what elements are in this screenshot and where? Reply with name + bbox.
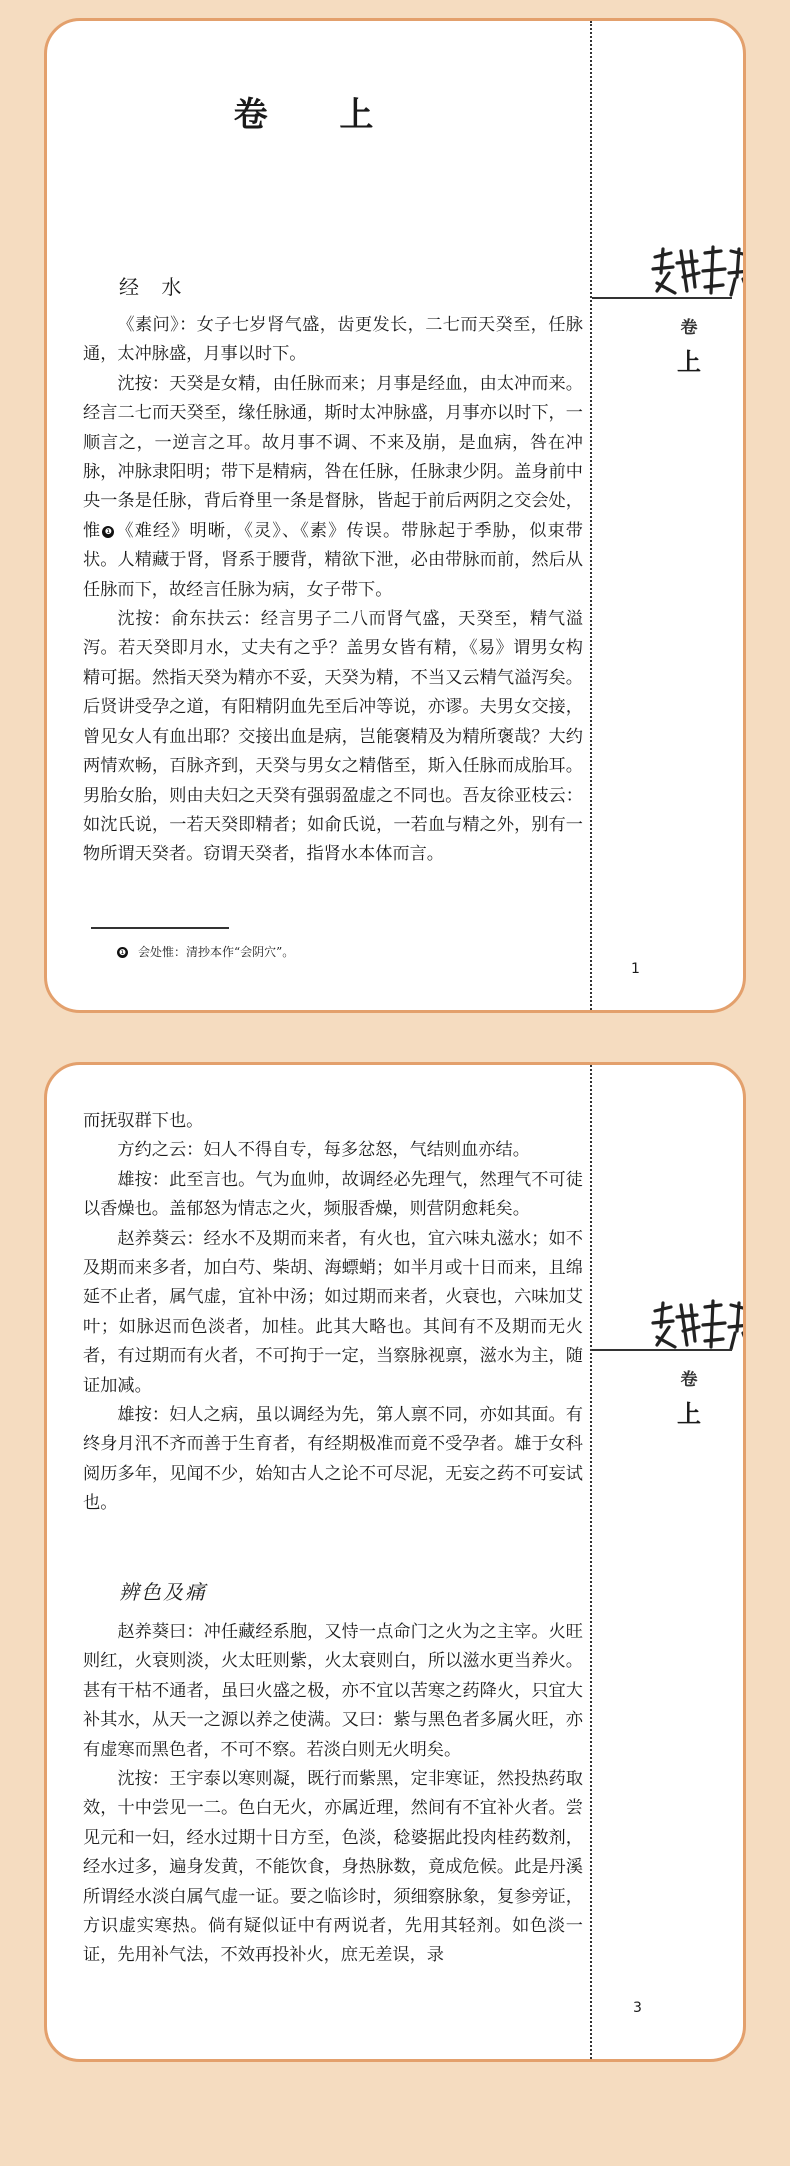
paragraph-text: 《难经》明晰，《灵》、《素》传误。带脉起于季胁，似束带状。人精藏于肾，肾系于腰背，精欲下泄，必由带脉而前，然后从任脉而下，故经言任脉为病，女子带下。 xyxy=(83,520,583,600)
section-title: 经 水 xyxy=(119,275,190,299)
footnote-mark: ❶ xyxy=(118,948,127,957)
paragraph: 《素问》：女子七岁肾气盛，齿更发长，二七而天癸至，任脉通，太冲脉盛，月事以时下。 xyxy=(83,315,583,365)
paragraph: 方约之云：妇人不得自专，每多忿怒，气结则血亦结。 xyxy=(117,1140,530,1161)
page1-body xyxy=(83,311,583,870)
side-rule xyxy=(592,1349,732,1351)
footnote-text: 会处惟：清抄本作“会阴穴”。 xyxy=(138,945,295,959)
side-volume-juan: 卷 xyxy=(680,1370,698,1390)
side-volume-label xyxy=(667,1363,711,1431)
footnote-rule xyxy=(91,927,229,929)
side-volume-part: 上 xyxy=(677,347,701,376)
side-volume-label xyxy=(667,311,711,379)
paragraph: 雄按：此至言也。气为血帅，故调经必先理气，然理气不可徒以香燥也。盖郁怒为情志之火，频服香燥，则营阴愈耗矣。 xyxy=(83,1169,583,1220)
paragraph: 赵养葵云：经水不及期而来者，有火也，宜六味丸滋水；如不及期而来多者，加白芍、柴胡、海螵蛸；如半月或十日而来，且绵延不止者，属气虚，宜补中汤；如过期而来者，火衰也，六味加艾叶；如脉迟而色淡者，加桂。此其大略也。其间有不及期而无火者，有过期而有火者，不可拘于一定，当察脉视禀，滋水为主，随证加减。 xyxy=(83,1228,583,1396)
footnote-marker[interactable]: ❶ xyxy=(102,526,114,538)
paragraph: 沈按：俞东扶云：经言男子二八而肾气盛，天癸至，精气溢泻。若天癸即月水，丈夫有之乎？盖男女皆有精，《易》谓男女构精可据。然指天癸为精亦不妥，天癸为精，不当又云精气溢泻矣。后贤讲受孕之道，有阳精阴血先至后冲等说，亦谬。夫男女交接，曾见女人有血出耶？交接出血是病，岂能褒精及为精所褒哉？大约两情欢畅，百脉齐到，天癸与男女之精偕至，斯入任脉而成胎耳。男胎女胎，则由夫妇之天癸有强弱盈虚之不同也。吾友徐亚枝云：如沈氏说，一若天癸即精者；如俞氏说，一若血与精之外，别有一物所谓天癸者。窃谓天癸者，指肾水本体而言。 xyxy=(83,609,583,865)
paragraph: 赵养葵曰：冲任藏经系胞，又恃一点命门之火为之主宰。火旺则红，火衰则淡，火太旺则紫，火太衰则白，所以滋水更当养火。甚有干枯不通者，虽曰火盛之极，亦不宜以苦寒之药降火，只宜大补其水，从天一之源以养之使满。又曰：紫与黑色者多属火旺，亦有虚寒而黑色者，不可不察。若淡白则无火明矣。 xyxy=(83,1622,583,1760)
side-volume-juan: 卷 xyxy=(680,318,698,338)
margin-divider xyxy=(590,21,592,1010)
book-page-3 xyxy=(44,1062,746,2062)
footnote xyxy=(117,943,294,960)
paragraph: 而抚驭群下也。 xyxy=(83,1111,204,1131)
paragraph: 沈按：王宇泰以寒则凝，既行而紫黑，定非寒证，然投热药取效，十中尝见一二。色白无火，亦属近理，然间有不宜补火者。尝见元和一妇，经水过期十日方至，色淡，稔婆据此投肉桂药数剂，经水过多，遍身发黄，不能饮食，身热脉数，竟成危候。此是丹溪所谓经水淡白属气虚一证。要之临诊时，须细察脉象，复参旁证，方识虚实寒热。倘有疑似证中有两说者，先用其轻剂。如色淡一证，先用补气法，不效再投补火，庶无差误，录 xyxy=(83,1769,583,1966)
book-page-1 xyxy=(44,18,746,1013)
paragraph xyxy=(83,370,583,605)
section-title: 辨色及痛 xyxy=(119,1580,207,1604)
side-volume-part: 上 xyxy=(677,1399,701,1428)
page-number: 3 xyxy=(633,2000,642,2016)
side-rule xyxy=(592,297,732,299)
page3-body-top xyxy=(83,1107,583,1519)
paragraph-text: 沈按：天癸是女精，由任脉而来；月事是经血，由太冲而来。经言二七而天癸至，缘任脉通，斯时太冲脉盛，月事亦以时下，一顺言之，一逆言之耳。故月事不调、不来及崩，是血病，咎在冲脉，冲脉隶阳明；带下是精病，咎在任脉，任脉隶少阴。盖身前中央一条是任脉，背后脊里一条是督脉，皆起于前后两阴之交会处，惟 xyxy=(83,373,583,541)
seal-logo-icon xyxy=(647,1297,746,1353)
chapter-title: 卷 上 xyxy=(233,95,404,135)
seal-logo-icon xyxy=(647,243,746,299)
margin-divider xyxy=(590,1065,592,2059)
paragraph: 雄按：妇人之病，虽以调经为先，第人禀不同，亦如其面。有终身月汛不齐而善于生育者，有经期极准而竟不受孕者。雄于女科阅历多年，见闻不少，始知古人之论不可尽泥，无妄之药不可妄试也。 xyxy=(83,1405,583,1514)
page-number: 1 xyxy=(631,961,640,977)
page3-body-bottom xyxy=(83,1618,583,1971)
